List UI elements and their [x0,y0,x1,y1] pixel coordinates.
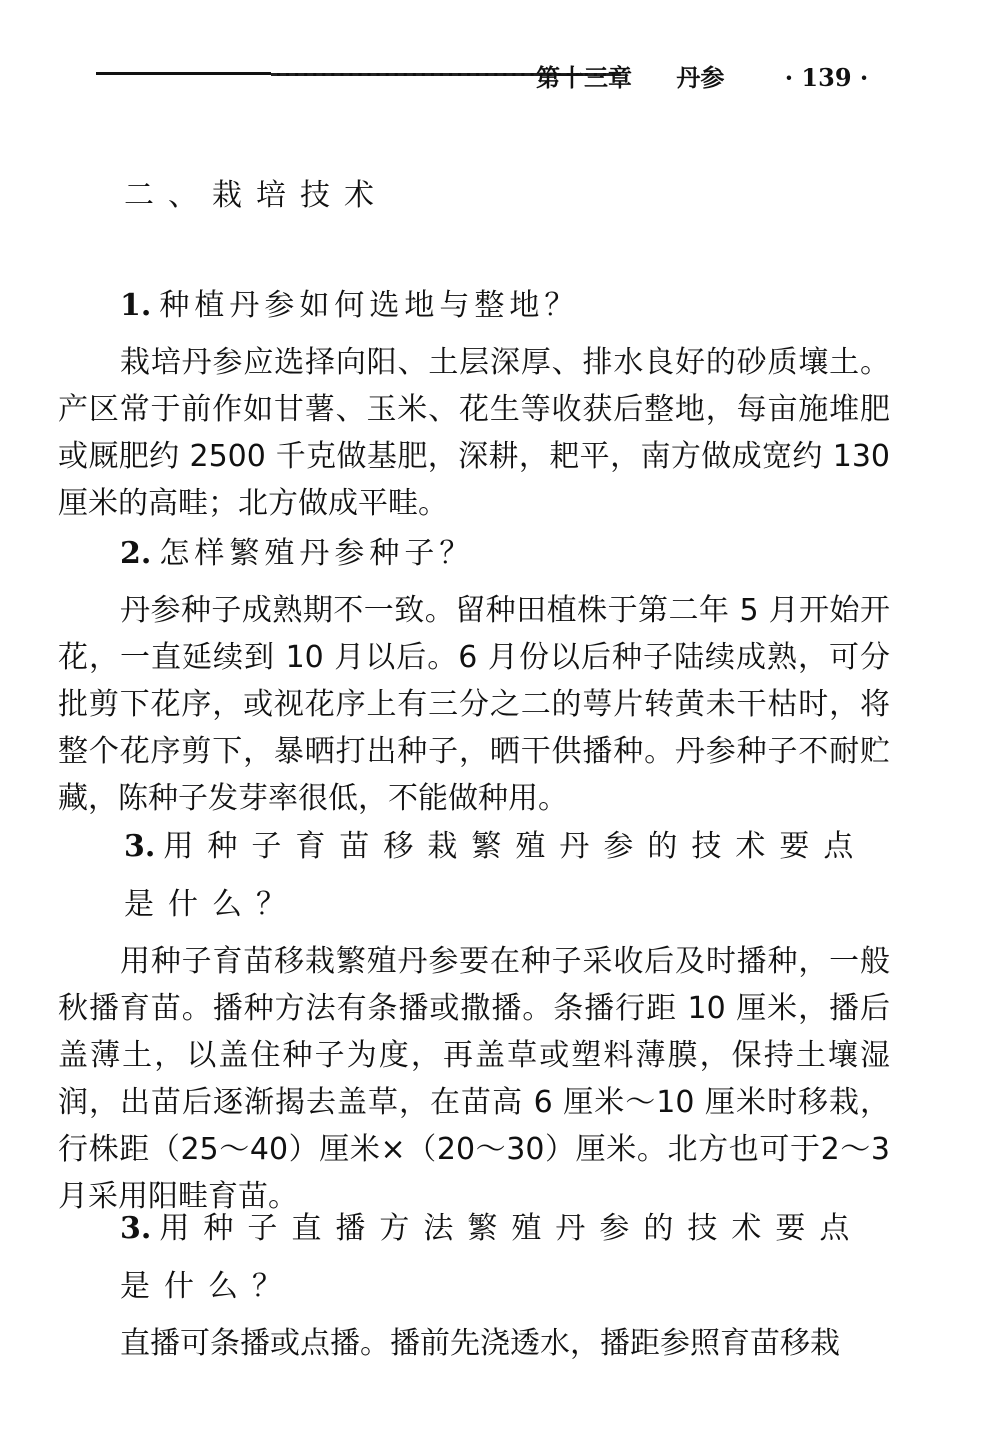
qa-block-4 [58,1200,890,1367]
qa-block-1 [58,282,890,527]
chapter-topic: 丹参 [676,63,725,92]
header-text [536,58,868,93]
question-heading [58,530,890,577]
question-text: 怎样繁殖丹参种子？ [159,536,475,571]
question-text: 用种子直播方法繁殖丹参的技术要点是什么？ [120,1211,864,1304]
answer-paragraph: 丹参种子成熟期不一致。留种田植株于第二年 5 月开始开花，一直延续到 10 月以后。6 月份以后种子陆续成熟，可分批剪下花序，或视花序上有三分之二的萼片转黄未干枯时，将整个花序剪下，暴晒打出种子，晒干供播种。丹参种子不耐贮藏，陈种子发芽率很低，不能做种用。 [58,593,890,816]
page-number: · 139 · [784,63,869,92]
answer-paragraph: 直播可条播或点播。播前先浇透水，播距参照育苗移栽 [120,1326,840,1361]
section-heading: 二、栽培技术 [124,178,388,213]
chapter-title: 第十三章 [536,63,632,92]
question-heading [58,1200,890,1316]
question-number: 3. [124,829,156,864]
qa-block-3 [58,818,890,1220]
question-heading [58,282,890,329]
question-number: 1. [120,288,152,323]
question-text: 种植丹参如何选地与整地？ [159,288,580,323]
question-number: 3. [120,1211,152,1246]
answer-paragraph: 栽培丹参应选择向阳、土层深厚、排水良好的砂质壤土。产区常于前作如甘薯、玉米、花生等收获后整地，每亩施堆肥或厩肥约 2500 千克做基肥，深耕，耙平，南方做成宽约 130 厘米的高畦；北方做成平畦。 [58,345,890,521]
qa-block-2 [58,530,890,822]
question-number: 2. [120,536,152,571]
running-header [96,58,869,98]
header-rule-solid [96,72,271,75]
answer-paragraph: 用种子育苗移栽繁殖丹参要在种子采收后及时播种，一般秋播育苗。播种方法有条播或撒播。条播行距 10 厘米，播后盖薄土，以盖住种子为度，再盖草或塑料薄膜，保持土壤湿润，出苗后逐渐揭去盖草，在苗高 6 厘米～10 厘米时移栽，行株距（25～40）厘米×（20～30）厘米。北方也可于2～3 月采用阳畦育苗。 [58,944,890,1214]
question-text: 用种子育苗移栽繁殖丹参的技术要点是什么？ [124,829,868,922]
question-heading [58,818,890,934]
